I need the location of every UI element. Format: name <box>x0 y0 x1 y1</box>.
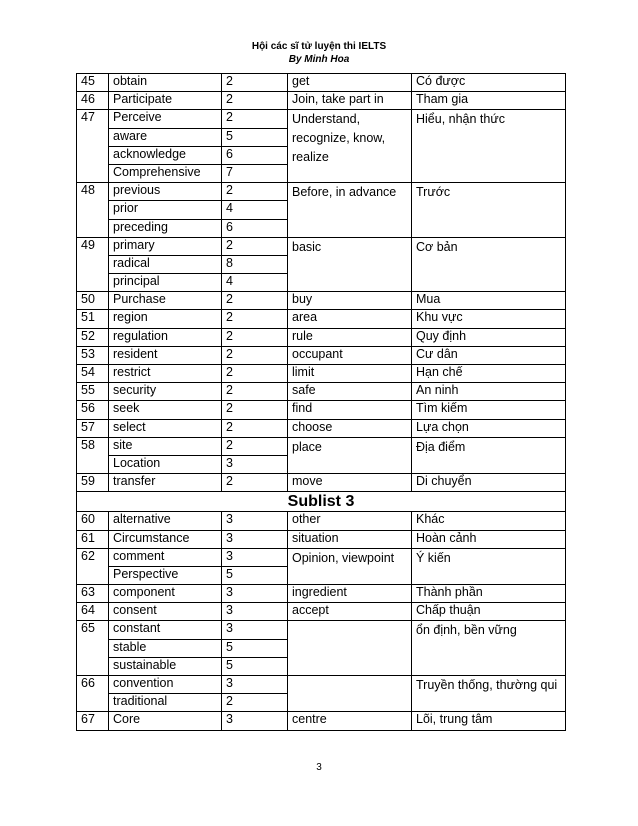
level-cell: 2 <box>222 183 288 201</box>
word-cell: aware <box>109 128 222 146</box>
word-cell: Comprehensive <box>109 164 222 182</box>
level-cell: 2 <box>222 383 288 401</box>
entry-number: 62 <box>77 548 109 584</box>
entry-number: 54 <box>77 365 109 383</box>
word-cell: constant <box>109 621 222 639</box>
vietnamese-cell: Địa điểm <box>412 437 566 473</box>
synonym-cell: ingredient <box>288 585 412 603</box>
synonym-cell: Join, take part in <box>288 92 412 110</box>
vietnamese-cell: Di chuyển <box>412 474 566 492</box>
entry-number: 53 <box>77 346 109 364</box>
word-cell: Perceive <box>109 110 222 128</box>
vocabulary-table <box>76 73 566 731</box>
synonym-cell: get <box>288 74 412 92</box>
synonym-cell: move <box>288 474 412 492</box>
level-cell: 2 <box>222 419 288 437</box>
entry-number: 45 <box>77 74 109 92</box>
level-cell: 3 <box>222 621 288 639</box>
word-cell: restrict <box>109 365 222 383</box>
vietnamese-cell: Tìm kiếm <box>412 401 566 419</box>
vietnamese-cell: Cơ bản <box>412 237 566 292</box>
table-row <box>77 237 566 255</box>
synonym-cell: basic <box>288 237 412 292</box>
table-row <box>77 548 566 566</box>
vietnamese-cell: Hoàn cảnh <box>412 530 566 548</box>
level-cell: 2 <box>222 328 288 346</box>
vietnamese-cell: Ý kiến <box>412 548 566 584</box>
entry-number: 55 <box>77 383 109 401</box>
vietnamese-cell: Khu vực <box>412 310 566 328</box>
table-row <box>77 676 566 694</box>
level-cell: 2 <box>222 237 288 255</box>
word-cell: radical <box>109 255 222 273</box>
synonym-cell: place <box>288 437 412 473</box>
synonym-cell <box>288 676 412 712</box>
header-author: By Minh Hoa <box>288 54 350 65</box>
table-row <box>77 92 566 110</box>
entry-number: 51 <box>77 310 109 328</box>
word-cell: Core <box>109 712 222 730</box>
vietnamese-cell: Chấp thuận <box>412 603 566 621</box>
vietnamese-cell: Cư dân <box>412 346 566 364</box>
vietnamese-cell: Lõi, trung tâm <box>412 712 566 730</box>
word-cell: region <box>109 310 222 328</box>
word-cell: site <box>109 437 222 455</box>
word-cell: convention <box>109 676 222 694</box>
word-cell: Participate <box>109 92 222 110</box>
word-cell: seek <box>109 401 222 419</box>
word-cell: obtain <box>109 74 222 92</box>
synonym-cell: Before, in advance <box>288 183 412 238</box>
synonym-cell: occupant <box>288 346 412 364</box>
entry-number: 58 <box>77 437 109 473</box>
synonym-cell: safe <box>288 383 412 401</box>
table-row <box>77 383 566 401</box>
level-cell: 8 <box>222 255 288 273</box>
word-cell: transfer <box>109 474 222 492</box>
entry-number: 65 <box>77 621 109 676</box>
entry-number: 59 <box>77 474 109 492</box>
entry-number: 56 <box>77 401 109 419</box>
word-cell: component <box>109 585 222 603</box>
synonym-cell: buy <box>288 292 412 310</box>
level-cell: 2 <box>222 292 288 310</box>
word-cell: alternative <box>109 512 222 530</box>
level-cell: 3 <box>222 585 288 603</box>
word-cell: principal <box>109 274 222 292</box>
entry-number: 67 <box>77 712 109 730</box>
word-cell: sustainable <box>109 657 222 675</box>
synonym-cell: rule <box>288 328 412 346</box>
table-row <box>77 437 566 455</box>
table-row <box>77 328 566 346</box>
entry-number: 64 <box>77 603 109 621</box>
table-row <box>77 603 566 621</box>
entry-number: 48 <box>77 183 109 238</box>
level-cell: 2 <box>222 346 288 364</box>
level-cell: 6 <box>222 146 288 164</box>
vietnamese-cell: Hiểu, nhận thức <box>412 110 566 183</box>
table-row <box>77 365 566 383</box>
entry-number: 63 <box>77 585 109 603</box>
word-cell: acknowledge <box>109 146 222 164</box>
level-cell: 3 <box>222 676 288 694</box>
level-cell: 3 <box>222 603 288 621</box>
synonym-cell: Understand, recognize, know, realize <box>288 110 412 183</box>
level-cell: 2 <box>222 92 288 110</box>
word-cell: prior <box>109 201 222 219</box>
level-cell: 3 <box>222 548 288 566</box>
header-title: Hội các sĩ tử luyện thi IELTS <box>251 41 387 52</box>
level-cell: 3 <box>222 712 288 730</box>
entry-number: 60 <box>77 512 109 530</box>
synonym-cell: find <box>288 401 412 419</box>
level-cell: 2 <box>222 694 288 712</box>
word-cell: security <box>109 383 222 401</box>
sublist-row <box>77 492 566 512</box>
word-cell: preceding <box>109 219 222 237</box>
entry-number: 50 <box>77 292 109 310</box>
word-cell: primary <box>109 237 222 255</box>
word-cell: regulation <box>109 328 222 346</box>
table-row <box>77 110 566 128</box>
word-cell: Purchase <box>109 292 222 310</box>
synonym-cell: situation <box>288 530 412 548</box>
table-row <box>77 712 566 730</box>
word-cell: Perspective <box>109 566 222 584</box>
page-number: 3 <box>316 762 322 773</box>
vietnamese-cell: Quy định <box>412 328 566 346</box>
vietnamese-cell: Mua <box>412 292 566 310</box>
level-cell: 2 <box>222 401 288 419</box>
word-cell: Circumstance <box>109 530 222 548</box>
synonym-cell <box>288 621 412 676</box>
synonym-cell: other <box>288 512 412 530</box>
entry-number: 49 <box>77 237 109 292</box>
table-row <box>77 419 566 437</box>
table-row <box>77 530 566 548</box>
word-cell: select <box>109 419 222 437</box>
word-cell: traditional <box>109 694 222 712</box>
table-row <box>77 401 566 419</box>
word-cell: resident <box>109 346 222 364</box>
vietnamese-cell: ổn định, bền vững <box>412 621 566 676</box>
table-row <box>77 512 566 530</box>
level-cell: 3 <box>222 512 288 530</box>
vietnamese-cell: Thành phần <box>412 585 566 603</box>
entry-number: 47 <box>77 110 109 183</box>
table-row <box>77 585 566 603</box>
level-cell: 3 <box>222 530 288 548</box>
vietnamese-cell: Lựa chọn <box>412 419 566 437</box>
table-row <box>77 74 566 92</box>
entry-number: 52 <box>77 328 109 346</box>
level-cell: 4 <box>222 274 288 292</box>
vietnamese-cell: Trước <box>412 183 566 238</box>
word-cell: consent <box>109 603 222 621</box>
word-cell: previous <box>109 183 222 201</box>
level-cell: 2 <box>222 474 288 492</box>
vietnamese-cell: Tham gia <box>412 92 566 110</box>
table-row <box>77 183 566 201</box>
level-cell: 2 <box>222 365 288 383</box>
table-row <box>77 474 566 492</box>
vietnamese-cell: Có được <box>412 74 566 92</box>
level-cell: 6 <box>222 219 288 237</box>
synonym-cell: accept <box>288 603 412 621</box>
synonym-cell: choose <box>288 419 412 437</box>
level-cell: 5 <box>222 566 288 584</box>
level-cell: 2 <box>222 74 288 92</box>
word-cell: stable <box>109 639 222 657</box>
synonym-cell: limit <box>288 365 412 383</box>
entry-number: 46 <box>77 92 109 110</box>
level-cell: 2 <box>222 310 288 328</box>
word-cell: Location <box>109 455 222 473</box>
level-cell: 5 <box>222 639 288 657</box>
level-cell: 2 <box>222 110 288 128</box>
table-row <box>77 621 566 639</box>
vietnamese-cell: Khác <box>412 512 566 530</box>
vietnamese-cell: An ninh <box>412 383 566 401</box>
level-cell: 5 <box>222 128 288 146</box>
entry-number: 61 <box>77 530 109 548</box>
synonym-cell: area <box>288 310 412 328</box>
entry-number: 57 <box>77 419 109 437</box>
sublist-heading: Sublist 3 <box>77 492 566 512</box>
table-row <box>77 346 566 364</box>
table-row <box>77 310 566 328</box>
level-cell: 3 <box>222 455 288 473</box>
level-cell: 4 <box>222 201 288 219</box>
level-cell: 5 <box>222 657 288 675</box>
vietnamese-cell: Hạn chế <box>412 365 566 383</box>
vietnamese-cell: Truyền thống, thường qui <box>412 676 566 712</box>
synonym-cell: Opinion, viewpoint <box>288 548 412 584</box>
level-cell: 7 <box>222 164 288 182</box>
entry-number: 66 <box>77 676 109 712</box>
synonym-cell: centre <box>288 712 412 730</box>
table-row <box>77 292 566 310</box>
level-cell: 2 <box>222 437 288 455</box>
word-cell: comment <box>109 548 222 566</box>
